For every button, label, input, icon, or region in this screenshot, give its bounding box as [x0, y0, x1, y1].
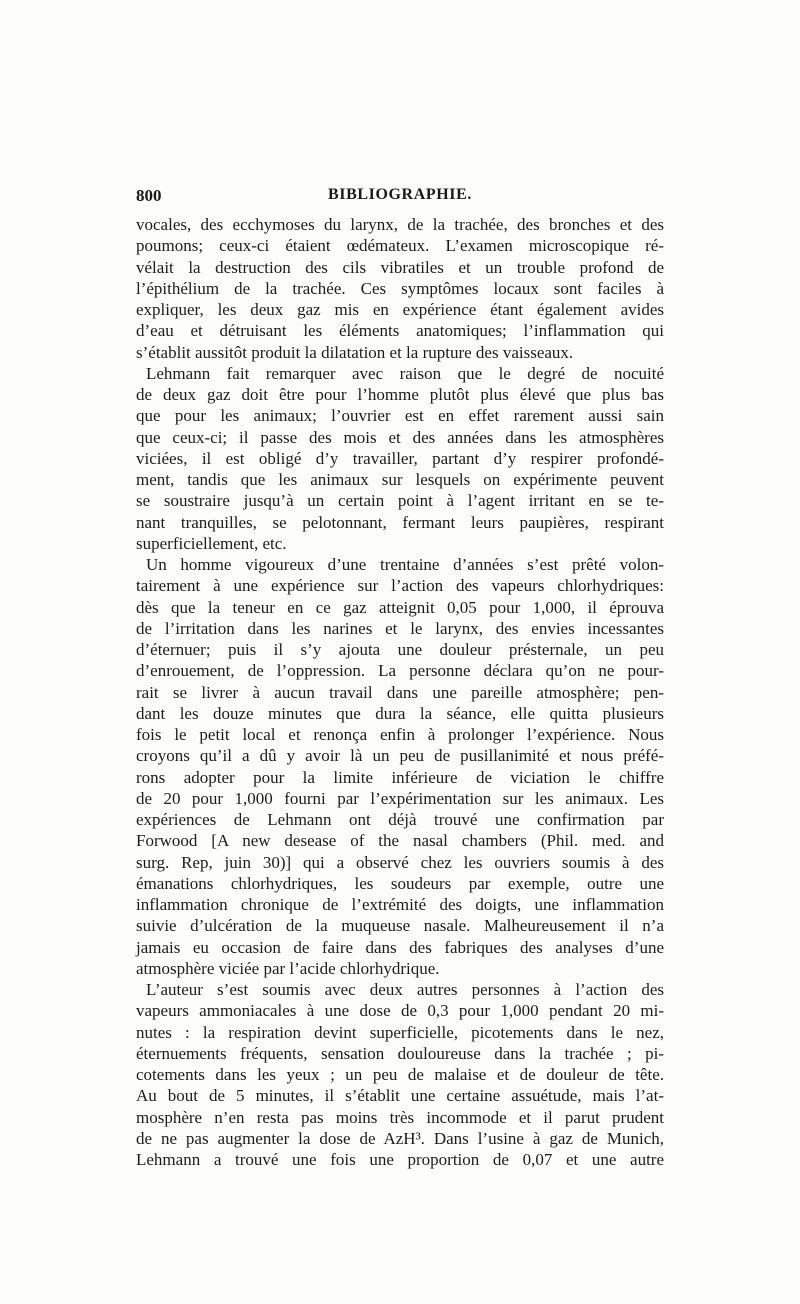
page-number: 800	[136, 186, 162, 205]
text-line: nutes : la respiration devint superficielle, picotements dans le nez,	[136, 1022, 664, 1042]
text-line: dant les douze minutes que dura la séance, elle quitta plusieurs	[136, 703, 664, 723]
running-title: BIBLIOGRAPHIE.	[328, 186, 472, 203]
text-line: nant tranquilles, se pelotonnant, fermant leurs paupières, respirant	[136, 512, 664, 532]
text-line: surg. Rep, juin 30)] qui a observé chez les ouvriers soumis à des	[136, 852, 664, 872]
text-line: tairement à une expérience sur l’action des vapeurs chlorhydriques:	[136, 576, 664, 596]
text-line: Au bout de 5 minutes, il s’établit une certaine assuétude, mais l’at-	[136, 1086, 664, 1106]
text-line: Lehmann fait remarquer avec raison que le degré de nocuité	[146, 363, 664, 383]
text-line: L’auteur s’est soumis avec deux autres personnes à l’action des	[146, 980, 664, 999]
page-header	[136, 186, 664, 210]
text-line: suivie d’ulcération de la muqueuse nasale. Malheureusement il n’a	[136, 916, 664, 936]
body-text	[136, 214, 664, 1170]
text-line: mosphère n’en resta pas moins très incommode et il parut prudent	[136, 1107, 664, 1127]
text-line: cotements dans les yeux ; un peu de malaise et de douleur de tête.	[136, 1065, 664, 1084]
text-line: Un homme vigoureux d’une trentaine d’années s’est prêté volon-	[146, 555, 664, 574]
text-line: l’épithélium de la trachée. Ces symptômes locaux sont faciles à	[136, 278, 664, 298]
text-line: éternuements fréquents, sensation douloureuse dans la trachée ; pi-	[136, 1043, 664, 1063]
text-line: de ne pas augmenter la dose de AzH³. Dans l’usine à gaz de Munich,	[136, 1128, 664, 1148]
text-line: vocales, des ecchymoses du larynx, de la trachée, des bronches et des	[136, 215, 664, 234]
text-line: superficiellement, etc.	[136, 533, 287, 553]
text-line: viciées, il est obligé d’y travailler, partant d’y respirer profondé-	[136, 448, 664, 468]
text-line: d’enrouement, de l’oppression. La personne déclara qu’on ne pour-	[136, 661, 664, 681]
text-line: ment, tandis que les animaux sur lesquels on expérimente peuvent	[136, 470, 664, 489]
text-line: jamais eu occasion de faire dans des fabriques des analyses d’une	[136, 937, 664, 957]
text-line: rons adopter pour la limite inférieure de viciation le chiffre	[136, 767, 664, 787]
text-line: de l’irritation dans les narines et le larynx, des envies incessantes	[136, 618, 664, 638]
text-line: croyons qu’il a dû y avoir là un peu de pusillanimité et nous préfé-	[136, 746, 664, 766]
text-line: d’eau et détruisant les éléments anatomiques; l’inflammation qui	[136, 321, 664, 341]
text-line: Lehmann a trouvé une fois une proportion de 0,07 et une autre	[136, 1150, 664, 1169]
text-line: inflammation chronique de l’extrémité des doigts, une inflammation	[136, 895, 664, 914]
text-line: vélait la destruction des cils vibratiles et un trouble profond de	[136, 257, 664, 277]
text-line: de deux gaz doit être pour l’homme plutôt plus élevé que plus bas	[136, 385, 664, 404]
text-line: de 20 pour 1,000 fourni par l’expérimentation sur les animaux. Les	[136, 788, 664, 808]
text-line: expériences de Lehmann ont déjà trouvé une confirmation par	[136, 810, 664, 829]
text-line: se soustraire jusqu’à un certain point à l’agent irritant en se te-	[136, 491, 664, 511]
text-line: expliquer, les deux gaz mis en expérience étant également avides	[136, 300, 664, 319]
text-line: fois le petit local et renonça enfin à prolonger l’expérience. Nous	[136, 725, 664, 744]
text-line: dès que la teneur en ce gaz atteignit 0,05 pour 1,000, il éprouva	[136, 597, 664, 617]
text-line: que pour les animaux; l’ouvrier est en effet rarement aussi sain	[136, 406, 664, 426]
text-line: atmosphère viciée par l’acide chlorhydrique.	[136, 958, 440, 978]
text-line: poumons; ceux-ci étaient œdémateux. L’examen microscopique ré-	[136, 236, 664, 256]
text-line: émanations chlorhydriques, les soudeurs par exemple, outre une	[136, 873, 664, 893]
text-line: d’éternuer; puis il s’y ajouta une douleur présternale, un peu	[136, 640, 664, 659]
text-line: s’établit aussitôt produit la dilatation et la rupture des vaisseaux.	[136, 342, 574, 362]
text-line: Forwood [A new desease of the nasal chambers (Phil. med. and	[136, 831, 664, 851]
text-line: que ceux-ci; il passe des mois et des années dans les atmosphères	[136, 427, 664, 447]
text-line: vapeurs ammoniacales à une dose de 0,3 pour 1,000 pendant 20 mi-	[136, 1001, 664, 1021]
text-line: rait se livrer à aucun travail dans une pareille atmosphère; pen-	[136, 682, 664, 702]
